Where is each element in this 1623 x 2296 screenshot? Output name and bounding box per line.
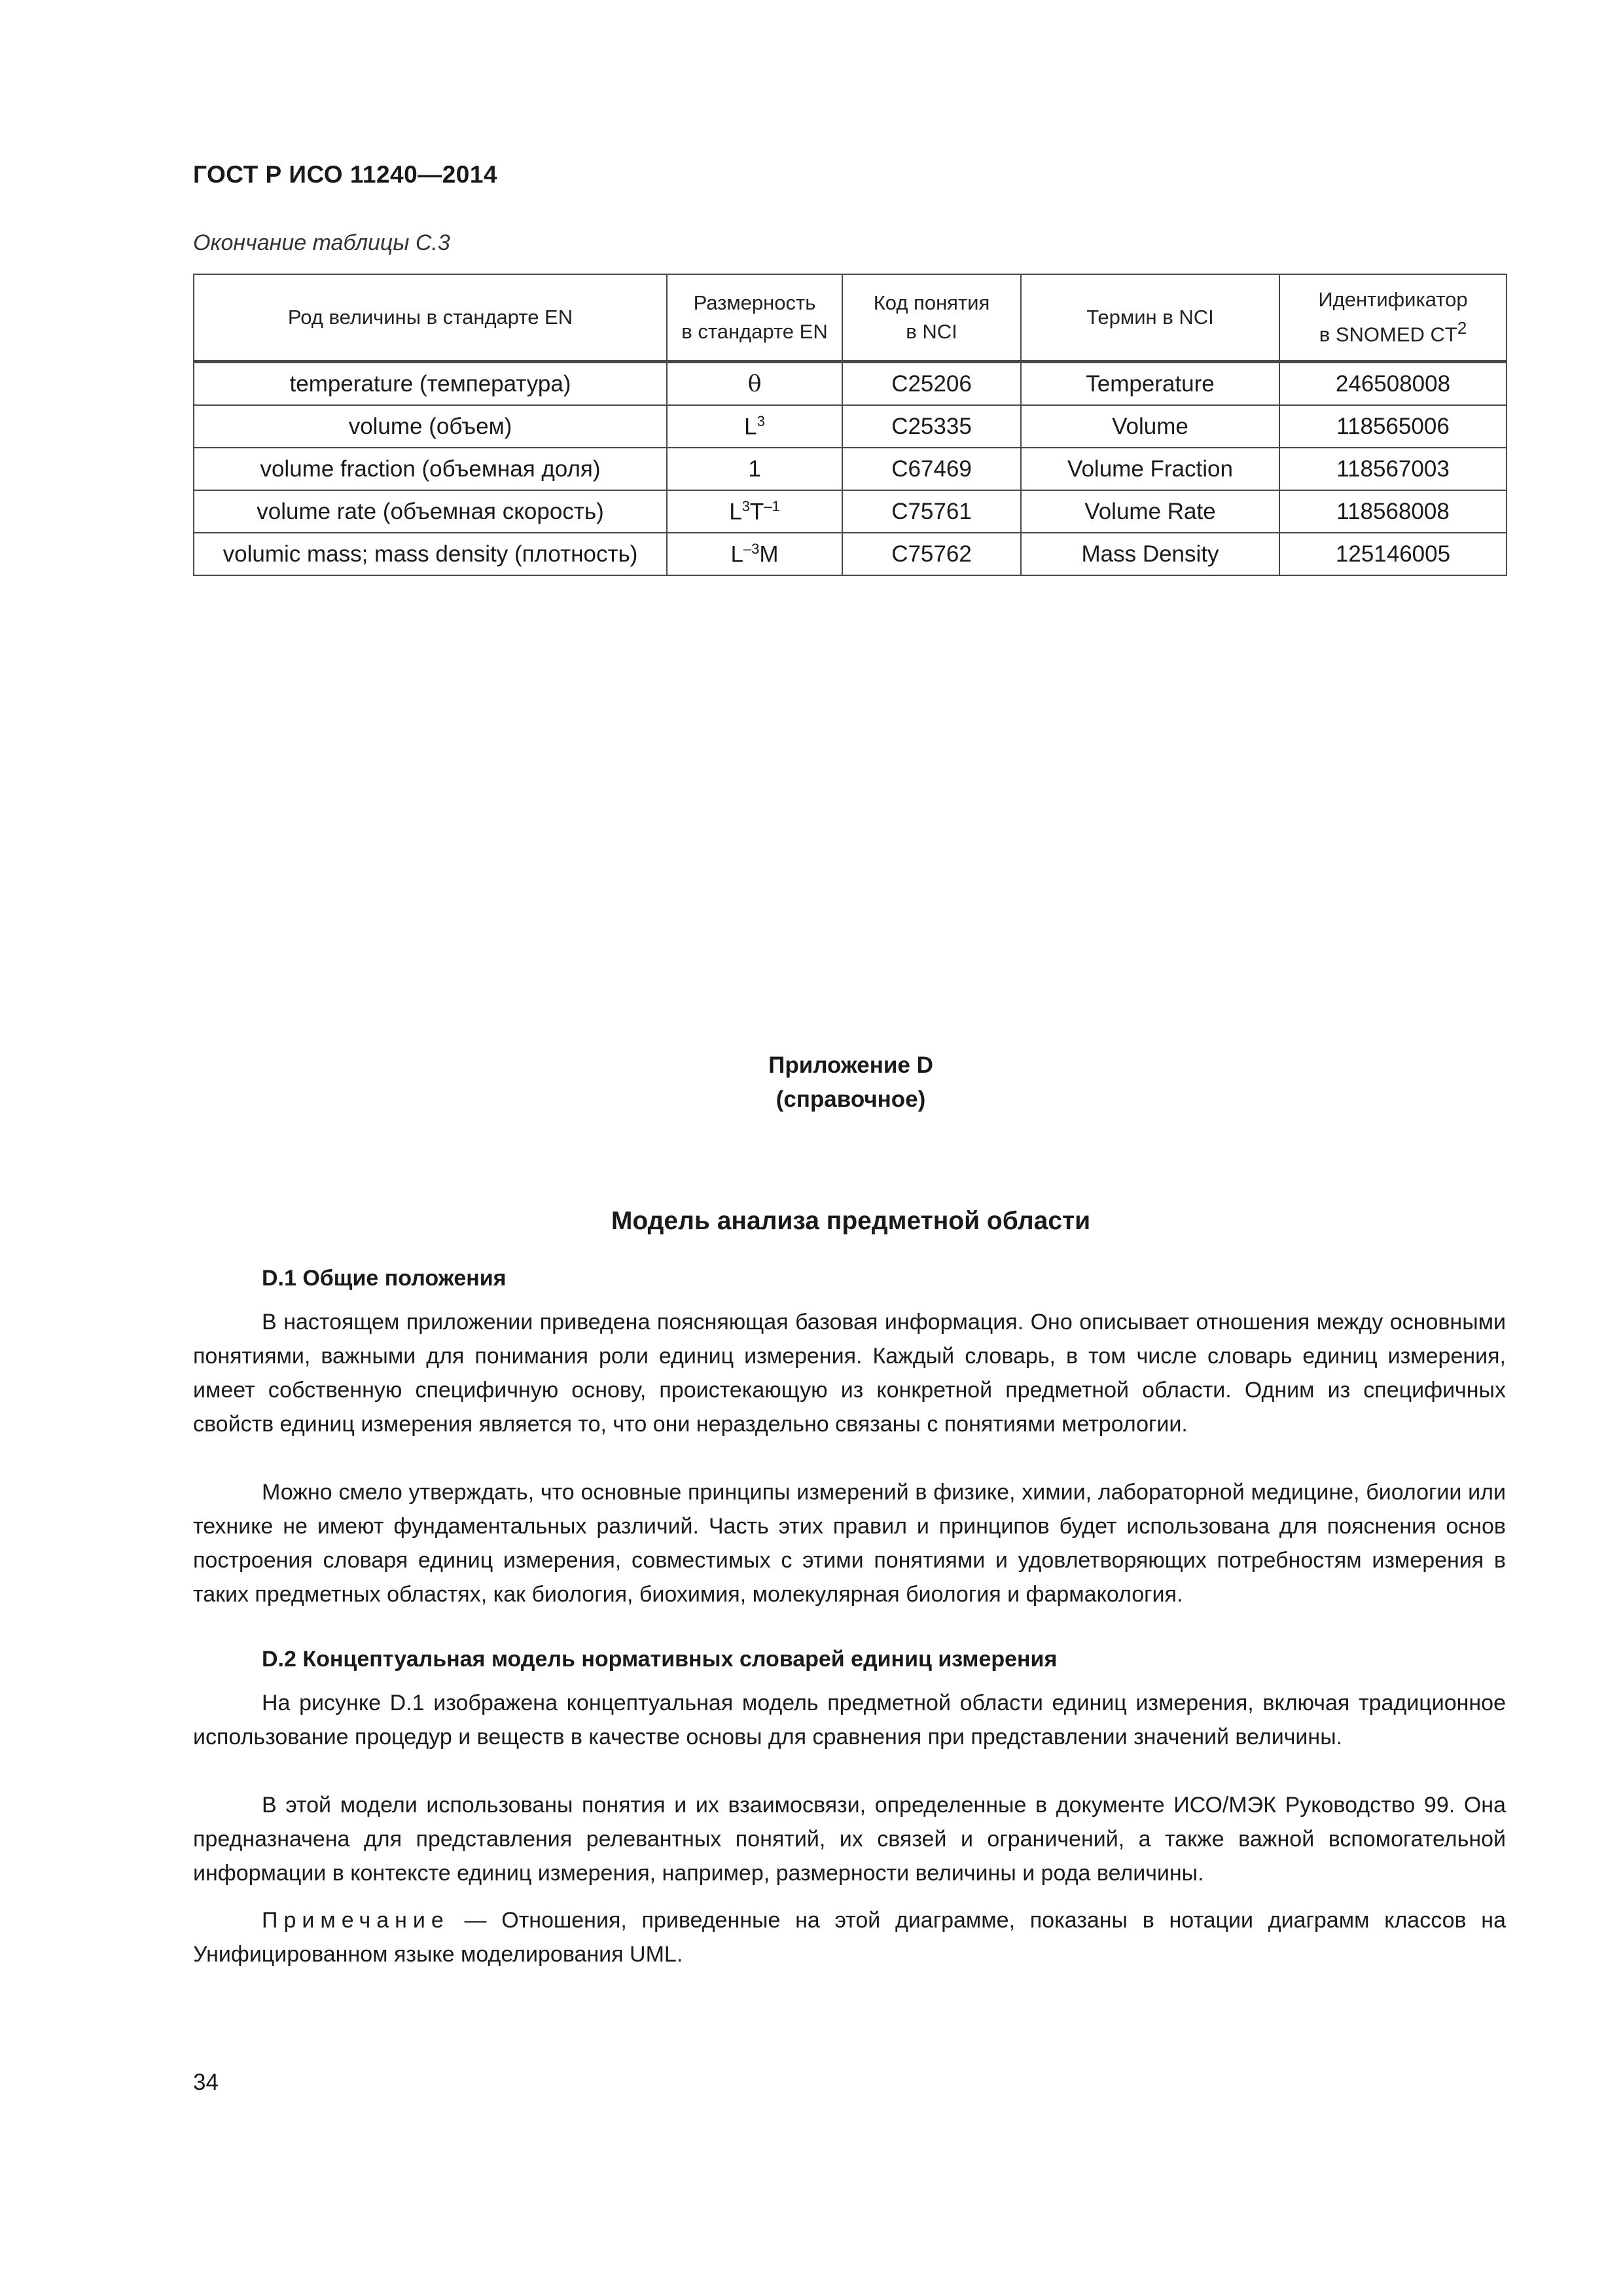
table-caption: Окончание таблицы C.3 [193,230,450,255]
subsection-heading-d2: D.2 Концептуальная модель нормативных словарей единиц измерения [262,1647,1058,1672]
cell-kind: temperature (температура) [194,362,667,406]
cell-code: C75761 [842,490,1021,533]
cell-kind: volume rate (объемная скорость) [194,490,667,533]
table-header-row [194,274,1507,362]
note-label: Примечание [262,1908,450,1933]
table-row [194,533,1507,575]
cell-id: 118565006 [1279,405,1507,448]
cell-term: Mass Density [1021,533,1279,575]
cell-code: C75762 [842,533,1021,575]
cell-dimension: $L^{-3}M$ [667,533,842,575]
page-number: 34 [193,2070,219,2095]
paragraph-d1-1: В настоящем приложении приведена поясняющая базовая информация. Оно описывает отношения между основными понятиями, важными для понимания роли единиц измерения. Каждый словарь, в том числе словарь единиц измерения, имеет собственную специфичную основу, проистекающую из конкретной предметной области. Одним из специфичных свойств единиц измерения является то, что они нераздельно связаны с понятиями метрологии. [193,1310,1506,1437]
cell-kind: volume fraction (объемная доля) [194,448,667,490]
column-header-nci-term: Термин в NCI [1021,274,1279,362]
table-row [194,362,1507,406]
cell-id: 246508008 [1279,362,1507,406]
cell-code: C25206 [842,362,1021,406]
note-paragraph [193,1903,1506,1971]
cell-dimension: $L^3T^{-1}$ [667,490,842,533]
column-header-dimension: Размерность в стандарте EN [667,274,842,362]
cell-term: Volume Rate [1021,490,1279,533]
paragraph-d2-1: На рисунке D.1 изображена концептуальная модель предметной области единиц измерения, включая традиционное использование процедур и веществ в качестве основы для сравнения при представлении значений величины. [193,1691,1506,1749]
paragraph-d1-2: Можно смело утверждать, что основные принципы измерений в физике, химии, лабораторной медицине, биологии или технике не имеют фундаментальных различий. Часть этих правил и принципов будет использована для пояснения основ построения словаря единиц измерения, совместимых с этими понятиями и удовлетворяющих потребностям измерения в таких предметных областях, как биология, биохимия, молекулярная биология и фармакология. [193,1480,1506,1607]
appendix-status: (справочное) [776,1086,926,1112]
cell-id: 118567003 [1279,448,1507,490]
cell-dimension: 1 [667,448,842,490]
table-row [194,405,1507,448]
cell-kind: volume (объем) [194,405,667,448]
units-table [193,274,1507,576]
cell-code: C67469 [842,448,1021,490]
column-header-nci-code: Код понятия в NCI [842,274,1021,362]
note-text: — Отношения, приведенные на этой диаграмме, показаны в нотации диаграмм классов на Унифицированном языке моделирования UML. [193,1908,1506,1967]
section-title: Модель анализа предметной области [611,1207,1091,1235]
cell-id: 125146005 [1279,533,1507,575]
cell-id: 118568008 [1279,490,1507,533]
subsection-heading-d1: D.1 Общие положения [262,1266,507,1291]
table-row [194,448,1507,490]
cell-code: C25335 [842,405,1021,448]
paragraph-d2-2: В этой модели использованы понятия и их взаимосвязи, определенные в документе ИСО/МЭК Руководство 99. Она предназначена для представления релевантных понятий, их связей и ограничений, а также важной вспомогательной информации в контексте единиц измерения, например, размерности величины и рода величины. [193,1793,1506,1886]
cell-dimension: θ [667,362,842,406]
cell-dimension: $L^3$ [667,405,842,448]
table-row [194,490,1507,533]
appendix-title [0,1049,1623,1117]
cell-term: Volume Fraction [1021,448,1279,490]
cell-term: Temperature [1021,362,1279,406]
column-header-snomed-id: Идентификатор в SNOMED $CT^2$ [1279,274,1507,362]
column-header-kind: Род величины в стандарте EN [194,274,667,362]
cell-kind: volumic mass; mass density (плотность) [194,533,667,575]
cell-term: Volume [1021,405,1279,448]
document-code: ГОСТ Р ИСО 11240—2014 [193,161,498,188]
appendix-label: Приложение D [768,1052,933,1078]
